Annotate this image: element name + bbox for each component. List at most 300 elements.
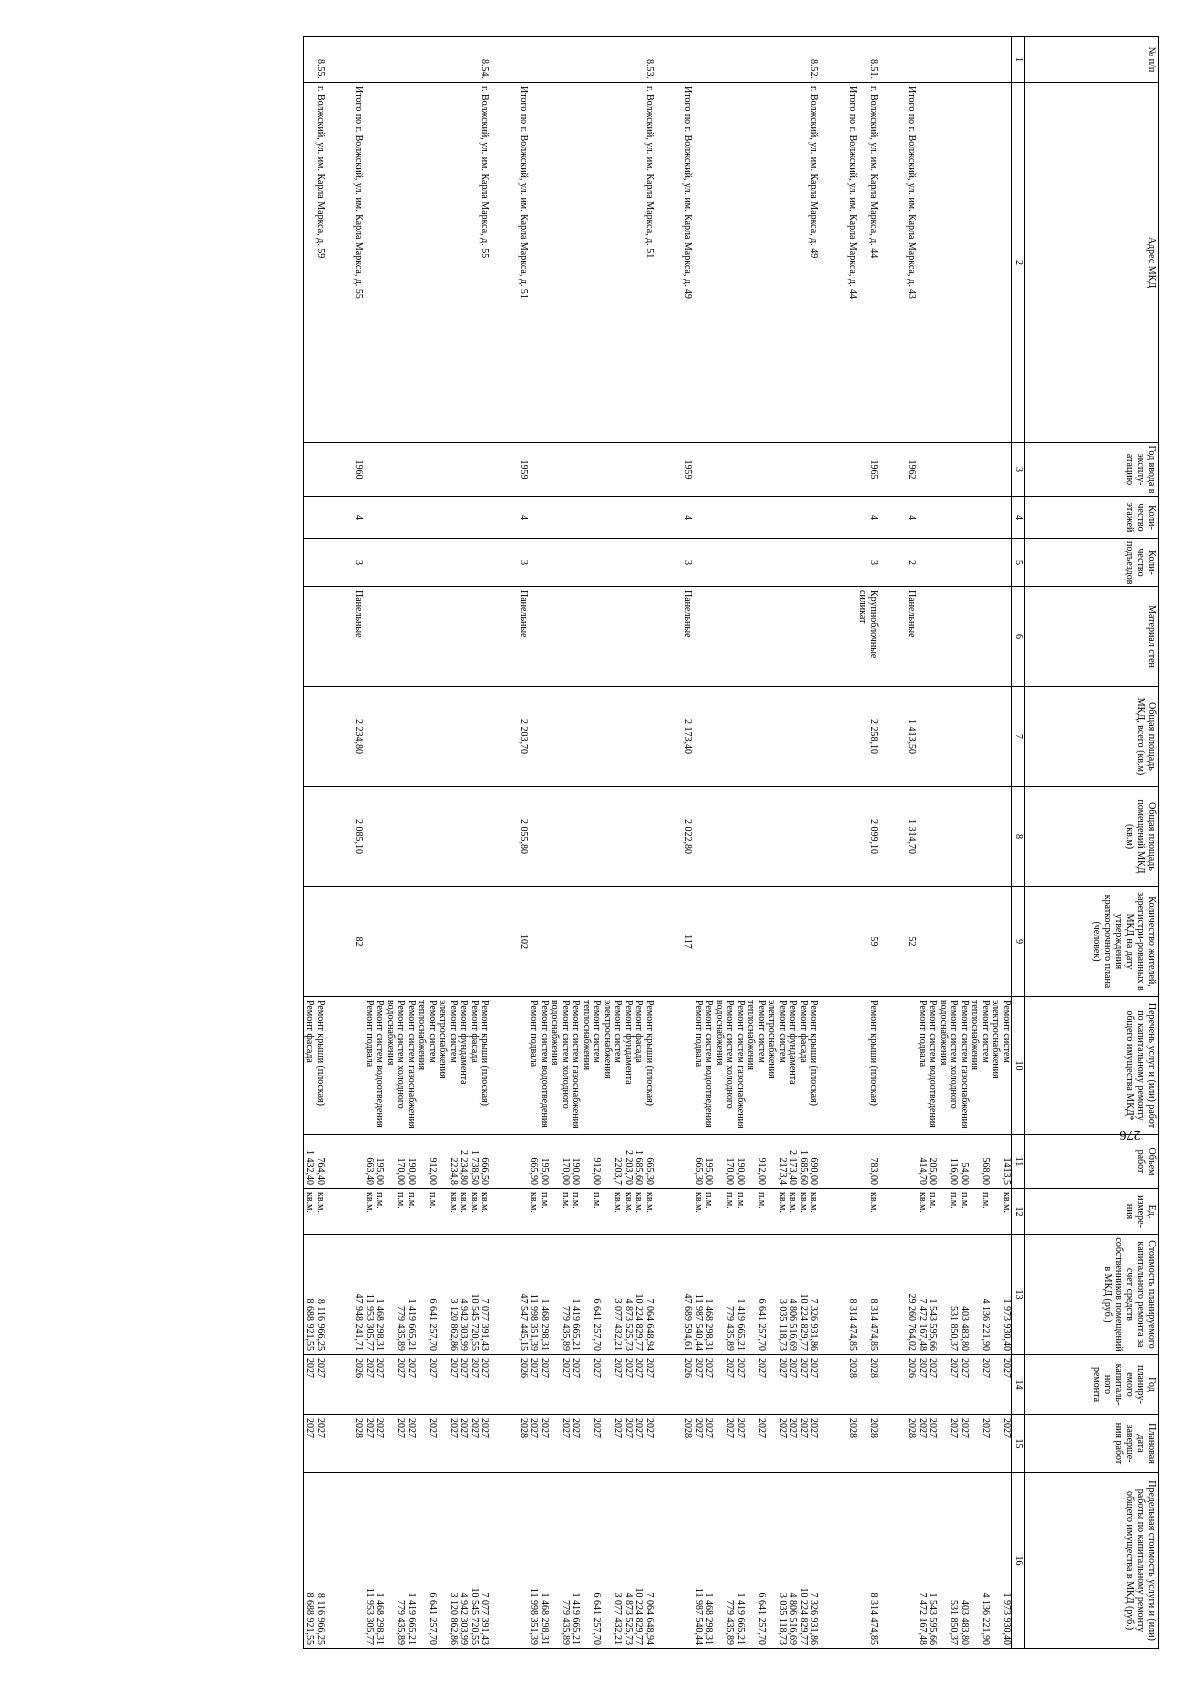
volume-cell: 170,00 [385,1135,406,1189]
cost-cell: 1 468 298,31 [539,1235,550,1355]
header-cell-cost: Стоимость планируемого капитального ремонта за счет средств собственников помещений в МКД (руб.) [1025,1235,1159,1355]
spacer-cell [878,787,906,887]
entrances-cell [406,539,417,587]
row-number [766,37,787,83]
plan-year-cell: 2027 [479,1355,490,1415]
unit-cell: кв.м. [990,1189,1012,1235]
plan-year-cell: 2026 [906,1355,917,1415]
entrances-cell [938,539,959,587]
end-year-cell: 2027 [798,1415,809,1473]
address-cell [581,83,602,443]
entrances-cell [416,539,437,587]
header-cell-num: № п/п [1025,37,1159,83]
plan-year-cell: 2027 [385,1355,406,1415]
cost-cell: 6 641 257,70 [416,1235,437,1355]
floors-cell: 4 [353,497,364,539]
unit-cell: п.м. [416,1189,437,1235]
end-year-cell: 2027 [745,1415,766,1473]
row-number [927,37,938,83]
col-number: 15 [1012,1415,1025,1473]
residents-cell [766,887,787,997]
area-rooms-cell [766,787,787,887]
spacer-cell [819,443,847,497]
year-built-cell [703,443,714,497]
floors-cell [917,497,928,539]
unit-cell: кв.м. [315,1189,326,1235]
row-number [437,37,458,83]
limit-cost-cell: 7 077 391,43 [479,1473,490,1649]
header-cell-plan-year: Год планиру-емого капиталь-ного ремонта [1025,1355,1159,1415]
unit-cell: п.м. [406,1189,417,1235]
end-year-cell: 2027 [735,1415,746,1473]
area-rooms-cell [633,787,644,887]
spacer-cell [819,1135,847,1189]
limit-cost-cell: 3 120 862,86 [437,1473,458,1649]
floors-cell [539,497,550,539]
spacer-cell [490,1355,518,1415]
entrances-cell [969,539,990,587]
work-type-cell: Ремонт фундамента [458,997,469,1135]
table-row [938,37,959,1649]
unit-cell: кв.м. [644,1189,655,1235]
table-row [927,37,938,1649]
plan-year-cell: 2027 [633,1355,644,1415]
entrances-cell [714,539,735,587]
plan-year-cell: 2027 [703,1355,714,1415]
work-type-cell: Ремонт фасада [304,997,315,1135]
unit-cell: п.м. [938,1189,959,1235]
area-rooms-cell [808,787,819,887]
year-built-cell: 1962 [906,443,917,497]
spacer-cell [819,1189,847,1235]
residents-cell [693,887,704,997]
row-number [703,37,714,83]
unit-cell: п.м. [549,1189,570,1235]
plan-year-cell: 2027 [969,1355,990,1415]
cost-cell: 779 435,89 [385,1235,406,1355]
unit-cell: п.м. [581,1189,602,1235]
year-built-cell [416,443,437,497]
spacer-cell [490,587,518,687]
year-built-cell [644,443,655,497]
area-rooms-cell [644,787,655,887]
header-cell-floors: Коли-чество этажей [1025,497,1159,539]
cost-cell: 11 987 540,44 [693,1235,704,1355]
volume-cell: 170,00 [549,1135,570,1189]
year-built-cell [808,443,819,497]
floors-cell [549,497,570,539]
spacer-cell [490,1235,518,1355]
plan-year-cell: 2027 [437,1355,458,1415]
volume-cell: 2173,4 [766,1135,787,1189]
plan-year-cell: 2028 [847,1355,858,1415]
group-spacer [490,37,518,1649]
residents-cell: 102 [518,887,529,997]
entrances-cell: 2 [906,539,917,587]
area-rooms-cell [798,787,809,887]
plan-year-cell: 2027 [549,1355,570,1415]
col-number: 2 [1012,83,1025,443]
spacer-cell [878,887,906,997]
col-number: 7 [1012,687,1025,787]
table-row [539,37,550,1649]
area-total-cell: 1 413,50 [906,687,917,787]
end-year-cell: 2028 [857,1415,878,1473]
area-rooms-cell [385,787,406,887]
entrances-cell [315,539,326,587]
limit-cost-cell: 4 942 303,99 [458,1473,469,1649]
cost-cell: 11 953 305,77 [364,1235,375,1355]
address-cell [539,83,550,443]
cost-cell: 10 545 720,55 [469,1235,480,1355]
limit-cost-cell: 1 419 665,21 [570,1473,581,1649]
year-built-cell [406,443,417,497]
table-row [693,37,704,1649]
cost-cell: 4 806 516,69 [787,1235,798,1355]
residents-cell [703,887,714,997]
spacer-cell [490,997,518,1135]
year-built-cell [798,443,809,497]
spacer-cell [878,997,906,1135]
area-rooms-cell [570,787,581,887]
work-type-cell: Ремонт подвала [528,997,539,1135]
address-cell [927,83,938,443]
table-row [644,37,655,1649]
col-number: 11 [1012,1135,1025,1189]
end-year-cell: 2027 [528,1415,539,1473]
entrances-cell: 3 [682,539,693,587]
entrances-cell [644,539,655,587]
work-type-cell: Ремонт систем газоснабжения [959,997,970,1135]
wall-material-cell: Панельные [906,587,917,687]
year-built-cell [959,443,970,497]
floors-cell [385,497,406,539]
address-cell [969,83,990,443]
wall-material-cell [315,587,326,687]
plan-year-cell: 2027 [364,1355,375,1415]
spacer-cell [654,687,682,787]
work-type-cell: Ремонт систем электроснабжения [766,997,787,1135]
year-built-cell [374,443,385,497]
area-total-cell [847,687,858,787]
floors-cell: 4 [857,497,878,539]
volume-cell [682,1135,693,1189]
spacer-cell [325,1235,353,1355]
work-type-cell: Ремонт фасада [469,997,480,1135]
entrances-cell [703,539,714,587]
work-type-cell: Ремонт систем водоотведения [703,997,714,1135]
col-number: 13 [1012,1235,1025,1355]
volume-cell: 2 203,70 [623,1135,634,1189]
cost-cell: 1 468 298,31 [374,1235,385,1355]
volume-cell: 666,50 [479,1135,490,1189]
end-year-cell: 2027 [549,1415,570,1473]
unit-cell: п.м. [745,1189,766,1235]
wall-material-cell [766,587,787,687]
row-number [906,37,917,83]
limit-cost-cell [847,1473,858,1649]
plan-year-cell: 2026 [353,1355,364,1415]
plan-year-cell: 2027 [938,1355,959,1415]
table-row [787,37,798,1649]
table-row [969,37,990,1649]
limit-cost-cell: 779 435,89 [549,1473,570,1649]
limit-cost-cell: 8 688 921,55 [304,1473,315,1649]
plan-year-cell: 2027 [570,1355,581,1415]
wall-material-cell [787,587,798,687]
volume-cell: 195,00 [539,1135,550,1189]
area-total-cell [927,687,938,787]
residents-cell: 59 [857,887,878,997]
plan-year-cell: 2027 [714,1355,735,1415]
wall-material-cell [927,587,938,687]
col-number: 6 [1012,587,1025,687]
end-year-cell: 2027 [969,1415,990,1473]
end-year-cell: 2027 [927,1415,938,1473]
spacer-cell [490,687,518,787]
limit-cost-cell: 11 998 351,39 [528,1473,539,1649]
year-built-cell [570,443,581,497]
year-built-cell [787,443,798,497]
work-type-cell: Ремонт систем теплоснабжения [416,997,437,1135]
area-total-cell [703,687,714,787]
cost-cell: 1 468 298,31 [703,1235,714,1355]
end-year-cell: 2027 [693,1415,704,1473]
volume-cell: 1 738,50 [469,1135,480,1189]
area-rooms-cell [927,787,938,887]
spacer-cell [878,83,906,443]
table-row [990,37,1012,1649]
cost-cell: 779 435,89 [714,1235,735,1355]
wall-material-cell [623,587,634,687]
spacer-cell [325,587,353,687]
year-built-cell: 1959 [518,443,529,497]
residents-cell [581,887,602,997]
spacer-cell [654,443,682,497]
residents-cell [374,887,385,997]
row-number [406,37,417,83]
limit-cost-cell [906,1473,917,1649]
year-built-cell [969,443,990,497]
area-total-cell [808,687,819,787]
work-type-cell: Ремонт подвала [364,997,375,1135]
area-rooms-cell [315,787,326,887]
work-type-cell: Ремонт систем холодного водоснабжения [549,997,570,1135]
end-year-cell: 2027 [479,1415,490,1473]
floors-cell [766,497,787,539]
wall-material-cell [745,587,766,687]
area-rooms-cell [416,787,437,887]
area-total-cell [735,687,746,787]
work-type-cell: Ремонт крыши (плоская) [808,997,819,1135]
limit-cost-cell: 1 468 298,31 [374,1473,385,1649]
entrances-cell [766,539,787,587]
limit-cost-cell: 4 136 221,90 [969,1473,990,1649]
table-row [549,37,570,1649]
address-cell [602,83,623,443]
row-number: 8.51. [857,37,878,83]
spacer-cell [819,1473,847,1649]
volume-cell: 54,00 [959,1135,970,1189]
spacer-cell [878,1135,906,1189]
entrances-cell [787,539,798,587]
end-year-cell: 2028 [353,1415,364,1473]
limit-cost-cell: 1 543 595,66 [927,1473,938,1649]
residents-cell [745,887,766,997]
area-total-cell [539,687,550,787]
work-type-cell: Ремонт систем водоотведения [374,997,385,1135]
area-rooms-cell [938,787,959,887]
plan-year-cell: 2027 [374,1355,385,1415]
row-number [693,37,704,83]
area-rooms-cell [406,787,417,887]
spacer-cell [490,83,518,443]
spacer-cell [878,37,906,83]
area-total-cell: 2 258,10 [857,687,878,787]
address-cell: Итого по г. Волжский, ул. им. Карла Маркса, д. 43 [906,83,917,443]
cost-cell: 7 472 167,48 [917,1235,928,1355]
col-number: 16 [1012,1473,1025,1649]
cost-cell: 1 973 930,40 [990,1235,1012,1355]
end-year-cell: 2028 [518,1415,529,1473]
year-built-cell [304,443,315,497]
row-number [798,37,809,83]
plan-year-cell: 2027 [787,1355,798,1415]
cost-cell: 8 314 474,85 [857,1235,878,1355]
floors-cell [798,497,809,539]
floors-cell [458,497,469,539]
table-row [364,37,375,1649]
spacer-cell [819,1235,847,1355]
row-number [969,37,990,83]
area-total-cell [623,687,634,787]
row-number [581,37,602,83]
spacer-cell [878,1415,906,1473]
table-row [469,37,480,1649]
volume-cell: 665,30 [693,1135,704,1189]
end-year-cell: 2027 [633,1415,644,1473]
volume-cell: 783,00 [857,1135,878,1189]
limit-cost-cell: 4 873 525,73 [623,1473,634,1649]
address-cell [458,83,469,443]
area-total-cell [416,687,437,787]
address-cell [735,83,746,443]
end-year-cell: 2028 [847,1415,858,1473]
address-cell [304,83,315,443]
header-cell-area-total: Общая площадь МКД, всего (кв.м) [1025,687,1159,787]
volume-cell: 190,00 [406,1135,417,1189]
unit-cell: кв.м. [437,1189,458,1235]
area-total-cell [644,687,655,787]
limit-cost-cell: 779 435,89 [714,1473,735,1649]
volume-cell: 190,00 [570,1135,581,1189]
col-number: 3 [1012,443,1025,497]
wall-material-cell [633,587,644,687]
unit-cell: кв.м. [479,1189,490,1235]
end-year-cell: 2027 [458,1415,469,1473]
area-total-cell [798,687,809,787]
floors-cell [969,497,990,539]
work-type-cell: Ремонт систем водоотведения [539,997,550,1135]
end-year-cell: 2027 [374,1415,385,1473]
row-number [528,37,539,83]
address-cell [364,83,375,443]
header-row [1025,37,1159,1649]
wall-material-cell: Панельные [518,587,529,687]
floors-cell [406,497,417,539]
spacer-cell [654,1135,682,1189]
floors-cell [959,497,970,539]
cost-cell: 6 641 257,70 [581,1235,602,1355]
limit-cost-cell: 6 641 257,70 [745,1473,766,1649]
address-cell [528,83,539,443]
end-year-cell: 2027 [623,1415,634,1473]
wall-material-cell [714,587,735,687]
group-spacer [819,37,847,1649]
total-row [906,37,917,1649]
row-number [385,37,406,83]
wall-material-cell [364,587,375,687]
year-built-cell [938,443,959,497]
row-number [990,37,1012,83]
end-year-cell: 2027 [766,1415,787,1473]
work-type-cell: Ремонт систем электроснабжения [990,997,1012,1135]
residents-cell [714,887,735,997]
address-cell: Итого по г. Волжский, ул. им. Карла Маркса, д. 51 [518,83,529,443]
spacer-cell [325,687,353,787]
spacer-cell [325,443,353,497]
table-row [808,37,819,1649]
entrances-cell [581,539,602,587]
work-type-cell: Ремонт систем водоотведения [927,997,938,1135]
end-year-cell: 2027 [304,1415,315,1473]
col-number: 14 [1012,1355,1025,1415]
entrances-cell [990,539,1012,587]
row-number [847,37,858,83]
entrances-cell [917,539,928,587]
address-cell [745,83,766,443]
area-total-cell [990,687,1012,787]
header-cell-walls: Материал стен [1025,587,1159,687]
spacer-cell [654,1235,682,1355]
area-total-cell [528,687,539,787]
end-year-cell: 2027 [602,1415,623,1473]
work-type-cell: Ремонт крыши (плоская) [857,997,878,1135]
work-type-cell: Ремонт систем электроснабжения [437,997,458,1135]
year-built-cell: 1960 [353,443,364,497]
total-row [847,37,858,1649]
spacer-cell [654,83,682,443]
address-cell [549,83,570,443]
table-row [917,37,928,1649]
volume-cell: 195,00 [374,1135,385,1189]
year-built-cell [917,443,928,497]
residents-cell: 117 [682,887,693,997]
address-cell [798,83,809,443]
floors-cell [644,497,655,539]
work-type-cell [353,997,364,1135]
volume-cell: 170,00 [714,1135,735,1189]
spacer-cell [654,1355,682,1415]
unit-cell: п.м. [539,1189,550,1235]
spacer-cell [490,1415,518,1473]
table-row [479,37,490,1649]
area-rooms-cell [917,787,928,887]
spacer-cell [325,1355,353,1415]
end-year-cell: 2027 [714,1415,735,1473]
rotated-page [24,36,1159,1648]
row-number [539,37,550,83]
